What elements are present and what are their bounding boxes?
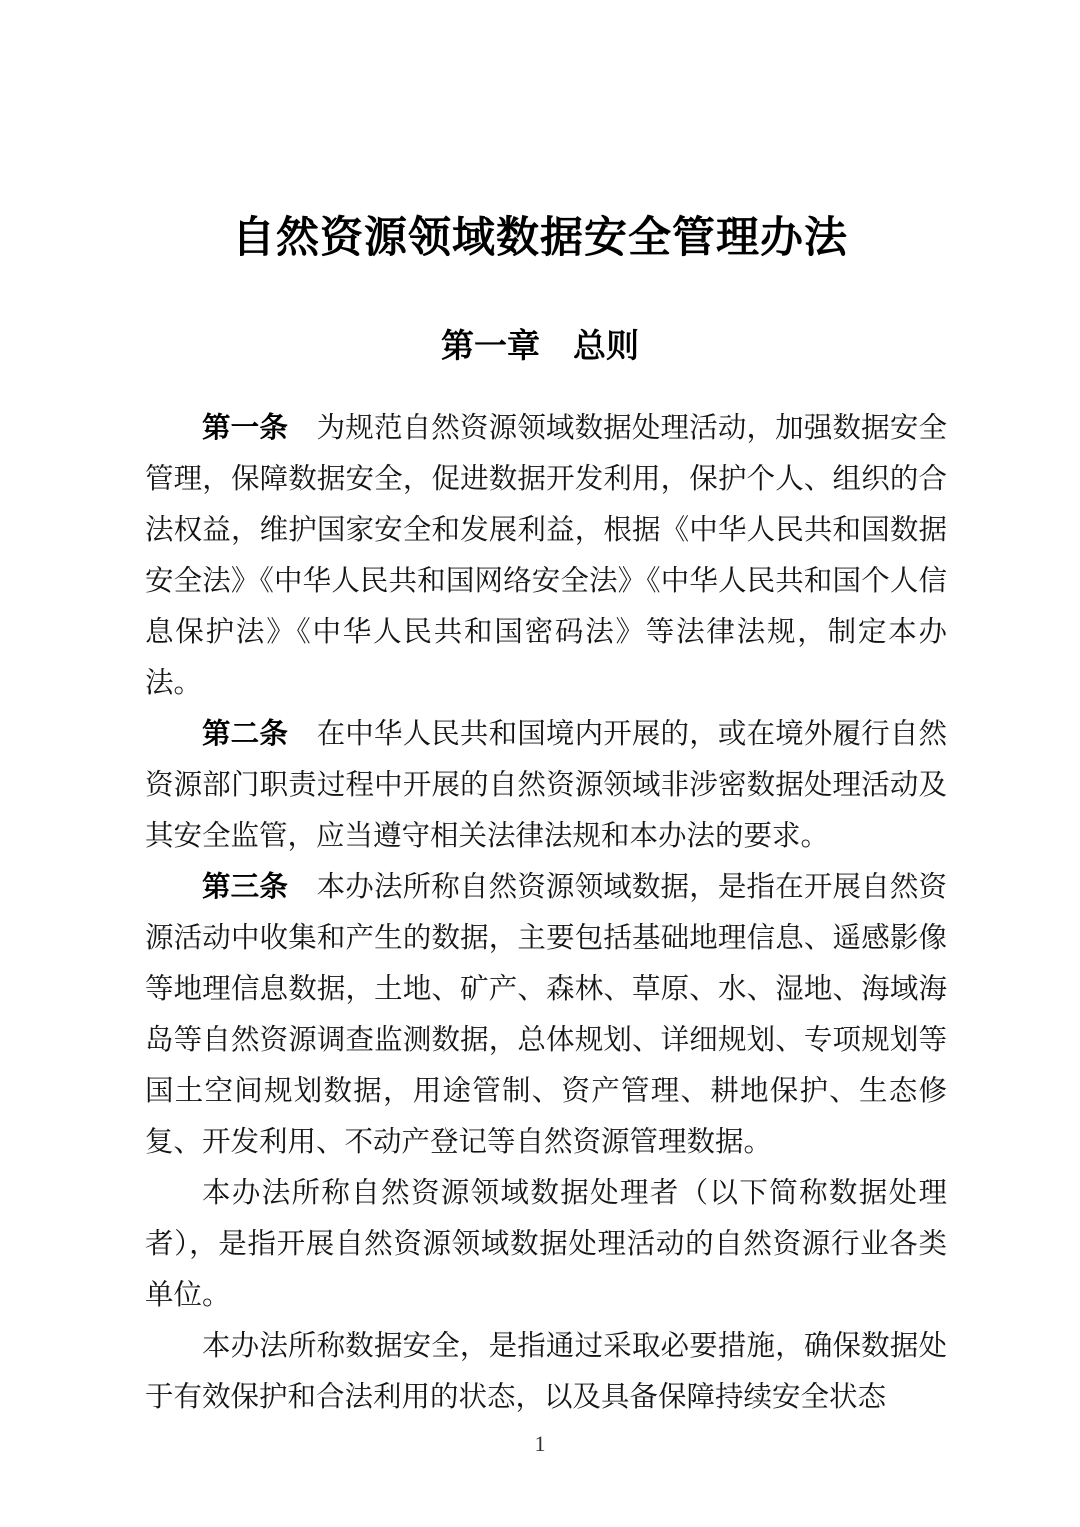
article-1-paragraph xyxy=(145,403,947,709)
article-2-paragraph xyxy=(145,709,947,862)
document-title: 自然资源领域数据安全管理办法 xyxy=(232,213,848,262)
chapter-heading: 第一章 总则 xyxy=(441,327,639,365)
article-3-definition-paragraph xyxy=(145,1321,947,1423)
article-3-continuation-text: 本办法所称自然资源领域数据处理者（以下简称数据处理者），是指开展自然资源领域数据处理活动的自然资源行业各类单位。 xyxy=(145,1178,947,1311)
document-body xyxy=(145,403,947,1423)
article-1-lead: 第一条 xyxy=(202,412,317,444)
article-2-lead: 第二条 xyxy=(202,718,317,750)
article-3-text: 本办法所称自然资源领域数据，是指在开展自然资源活动中收集和产生的数据，主要包括基础地理信息、遥感影像等地理信息数据，土地、矿产、森林、草原、水、湿地、海域海岛等自然资源调查监测数据，总体规划、详细规划、专项规划等国土空间规划数据，用途管制、资产管理、耕地保护、生态修复、开发利用、不动产登记等自然资源管理数据。 xyxy=(145,872,947,1158)
article-3-lead: 第三条 xyxy=(202,871,317,903)
article-3-continuation-paragraph xyxy=(145,1168,947,1321)
page-number: 1 xyxy=(534,1431,546,1456)
article-3-definition-text: 本办法所称数据安全，是指通过采取必要措施，确保数据处于有效保护和合法利用的状态，以及具备保障持续安全状态 xyxy=(145,1331,947,1413)
article-1-text: 为规范自然资源领域数据处理活动，加强数据安全管理，保障数据安全，促进数据开发利用，保护个人、组织的合法权益，维护国家安全和发展利益，根据《中华人民共和国数据安全法》《中华人民共和国网络安全法》《中华人民共和国个人信息保护法》《中华人民共和国密码法》等法律法规，制定本办法。 xyxy=(145,413,947,699)
article-2-text: 在中华人民共和国境内开展的，或在境外履行自然资源部门职责过程中开展的自然资源领域非涉密数据处理活动及其安全监管，应当遵守相关法律法规和本办法的要求。 xyxy=(145,719,947,852)
article-3-paragraph xyxy=(145,862,947,1168)
